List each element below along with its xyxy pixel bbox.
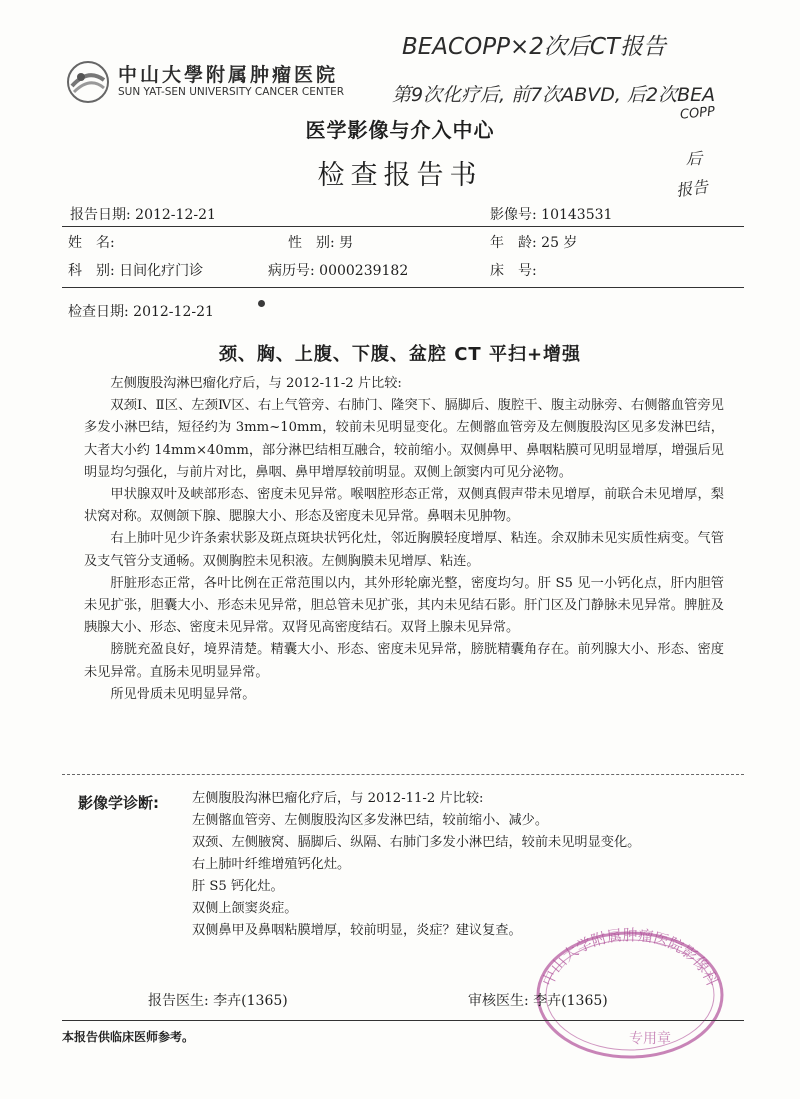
official-stamp-icon (520, 905, 740, 1065)
handwritten-note-5: 报告 (674, 176, 710, 201)
institution-name-en: SUN YAT-SEN UNIVERSITY CANCER CENTER (118, 86, 345, 98)
handwritten-note-2: 第9次化疗后, 前7次ABVD, 后2次BEA (392, 84, 716, 106)
findings-paragraph: 右上肺叶见少许条索状影及斑点斑块状钙化灶，邻近胸膜轻度增厚、粘连。余双肺未见实质性病变。气管及支气管分支通畅。双侧胸腔未见积液。左侧胸膜未见增厚、粘连。 (84, 531, 724, 569)
stamp-subtext: 专用章 (629, 1031, 671, 1047)
review-doctor-field (468, 990, 608, 1010)
diagnosis-label: 影像学诊断: (78, 794, 159, 812)
report-date-label: 报告日期: (70, 207, 131, 223)
gender-label: 性 别: (288, 235, 335, 251)
report-doctor-value: 李卉(1365) (213, 993, 288, 1009)
footer-note: 本报告供临床医师参考。 (62, 1030, 195, 1044)
record-number-label: 病历号: (268, 263, 315, 279)
diagnosis-item: 左侧髂血管旁、左侧腹股沟区多发淋巴结，较前缩小、减少。 (192, 813, 549, 828)
department-label: 科 别: (68, 263, 115, 279)
divider-bottom (62, 1020, 744, 1021)
age-field (490, 232, 577, 252)
review-doctor-label: 审核医生: (468, 993, 529, 1009)
exam-subject: 颈、胸、上腹、下腹、盆腔 CT 平扫+增强 (218, 344, 582, 365)
diagnosis-item: 双侧鼻甲及鼻咽粘膜增厚，较前明显，炎症？建议复查。 (192, 923, 522, 938)
report-date-value: 2012-12-21 (135, 207, 216, 223)
name-label: 姓 名: (68, 235, 115, 251)
report-doctor-label: 报告医生: (148, 993, 209, 1009)
review-doctor-value: 李卉(1365) (533, 993, 608, 1009)
findings-paragraph: 膀胱充盈良好，境界清楚。精囊大小、形态、密度未见异常，膀胱精囊角存在。前列腺大小、形态、密度未见异常。直肠未见明显异常。 (84, 642, 724, 680)
svg-text:中山大学附属肿瘤医院影像科 (539, 926, 722, 989)
institution-name-cn: 中山大學附属肿瘤医院 (118, 64, 339, 86)
diagnosis-item: 双颈、左侧腋窝、膈脚后、纵隔、右肺门多发小淋巴结，较前未见明显变化。 (192, 835, 641, 850)
findings-paragraph: 双颈Ⅰ、Ⅱ区、左颈Ⅳ区、右上气管旁、右肺门、隆突下、膈脚后、腹腔干、腹主动脉旁、右侧髂血管旁见多发小淋巴结，短径约为 3mm~10mm，较前未见明显变化。左侧髂血管旁及左侧腹股沟区见多发淋巴结，大者大小约 14mm×40mm，部分淋巴结相互融合，较前缩小。双侧鼻甲、鼻咽粘膜可见明显增厚，增强后见明显均匀强化，与前片对比，鼻咽、鼻甲增厚较前明显。双侧上颌窦内可见分泌物。 (84, 398, 724, 480)
bed-label: 床 号: (490, 263, 537, 279)
department-title: 医学影像与介入中心 (305, 118, 495, 142)
record-number-value: 0000239182 (319, 263, 409, 279)
name-field (68, 232, 115, 252)
handwritten-note-3: COPP (679, 104, 716, 123)
exam-date-label: 检查日期: (68, 304, 129, 320)
department-field (68, 260, 203, 280)
image-number-value: 10143531 (541, 207, 613, 223)
diagnosis-item: 双侧上颌窦炎症。 (192, 901, 298, 916)
image-number-field (490, 204, 612, 224)
diagnosis-item: 左侧腹股沟淋巴瘤化疗后，与 2012-11-2 片比较: (192, 791, 484, 806)
age-value: 25 岁 (541, 235, 578, 251)
image-number-label: 影像号: (490, 207, 537, 223)
exam-date-value: 2012-12-21 (133, 304, 214, 320)
findings-paragraph: 肝脏形态正常，各叶比例在正常范围以内，其外形轮廓光整，密度均匀。肝 S5 见一小钙化点，肝内胆管未见扩张，胆囊大小、形态未见异常，胆总管未见扩张，其内未见结石影。肝门区及门静脉未见异常。脾脏及胰腺大小、形态、密度未见异常。双肾见高密度结石。双肾上腺未见异常。 (84, 575, 724, 636)
diagnosis-item: 肝 S5 钙化灶。 (192, 879, 284, 894)
gender-value: 男 (339, 235, 354, 251)
gender-field (288, 232, 353, 252)
divider-middle (62, 287, 744, 288)
bed-field (490, 260, 537, 280)
report-date-field (70, 204, 216, 224)
divider-dashed (62, 774, 744, 775)
ink-spot (258, 300, 265, 307)
document-title: 检查报告书 (317, 160, 483, 191)
divider-top (62, 226, 744, 227)
hospital-logo-icon (66, 60, 110, 104)
age-label: 年 龄: (490, 235, 537, 251)
findings-paragraph: 甲状腺双叶及峡部形态、密度未见异常。喉咽腔形态正常，双侧真假声带未见增厚，前联合未见增厚，梨状窝对称。双侧颌下腺、腮腺大小、形态及密度未见异常。鼻咽未见肿物。 (84, 487, 724, 525)
exam-date-field (68, 301, 214, 321)
department-value: 日间化疗门诊 (119, 263, 204, 279)
findings-paragraph: 所见骨质未见明显异常。 (110, 686, 256, 702)
record-number-field (268, 260, 408, 280)
findings-text (84, 373, 724, 706)
handwritten-note-1: BEACOPP×2次后CT报告 (402, 34, 666, 60)
report-doctor-field (148, 990, 288, 1010)
stamp-text: 中山大学附属肿瘤医院影像科 (538, 926, 722, 989)
findings-paragraph: 左侧腹股沟淋巴瘤化疗后，与 2012-11-2 片比较: (110, 376, 402, 391)
diagnosis-item: 右上肺叶纤维增殖钙化灶。 (192, 857, 351, 872)
handwritten-note-4: 后 (686, 149, 703, 168)
